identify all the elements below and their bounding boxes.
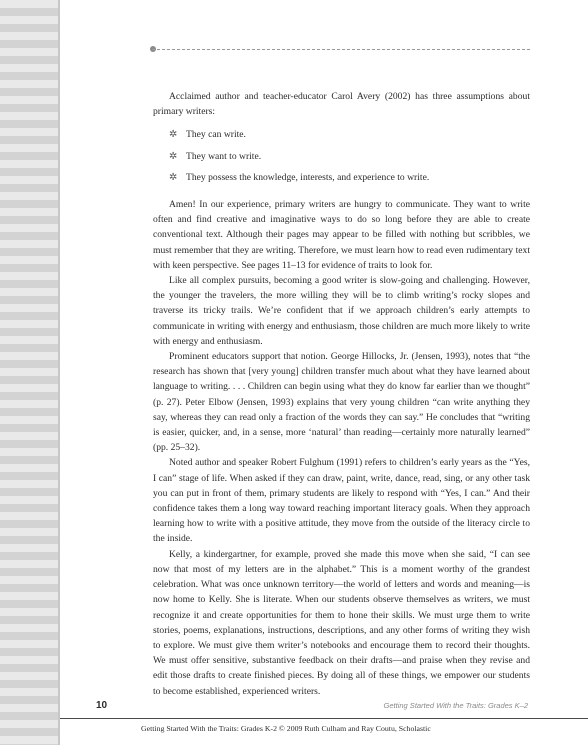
running-head: Getting Started With the Traits: Grades K–2 — [383, 701, 528, 710]
striped-margin-decoration — [0, 0, 58, 745]
list-item — [153, 127, 530, 142]
copyright-footer: Getting Started With the Traits: Grades K-2 © 2009 Ruth Culham and Ray Coutu, Scholastic — [141, 724, 431, 733]
flower-bullet-icon: ✲ — [169, 171, 178, 183]
list-item-text: They possess the knowledge, interests, and experience to write. — [186, 171, 430, 183]
dashed-header-rule — [152, 49, 530, 50]
paragraph: Kelly, a kindergartner, for example, proved she made this move when she said, “I can see now that most of my letters are in the alphabet.” This is a moment worthy of the grandest celebration. What was once unknown territory—the world of letters and words and meaning—is now home to Kelly. She is literate. When our students observe themselves as writers, we must recognize it and create opportunities for them to hone their skills. We must urge them to write stories, poems, explanations, instructions, descriptions, and any other forms of writing they wish to explore. We must give them writer’s notebooks and encourage them to record their thoughts. We must offer sensitive, substantive feedback on their drafts—and praise when they revise and edit those drafts to create finished pieces. By doing all of these things, we empower our students to become established, experienced writers. — [153, 548, 530, 697]
list-item-text: They can write. — [186, 129, 246, 141]
flower-bullet-icon: ✲ — [169, 150, 178, 162]
body-text — [153, 89, 530, 699]
page-number: 10 — [96, 700, 108, 711]
intro-paragraph: Acclaimed author and teacher-educator Carol Avery (2002) has three assumptions about primary writers: — [153, 91, 530, 118]
paragraph: Amen! In our experience, primary writers are hungry to communicate. They want to write often and find creative and imaginative ways to do so long before they are able to create conventional text. Although their pages may appear to be filled with nothing but scribbles, we must remember that they are writing. Therefore, we must learn how to read even rudimentary text with keen perspective. See pages 11–13 for evidence of traits to look for. — [153, 199, 530, 271]
paragraph: Noted author and speaker Robert Fulghum (1991) refers to children’s early years as the “Yes, I can” stage of life. When asked if they can draw, paint, write, dance, read, sing, or any other task you can put in front of them, primary students are likely to respond with “Yes, I can.” And their confidence takes them a long way toward reaching important literacy goals. When they approach learning how to write with a positive attitude, they move from the outside of the literacy circle to the inside. — [153, 457, 530, 545]
list-item-text: They want to write. — [186, 150, 262, 162]
list-item — [153, 170, 530, 185]
margin-edge-line — [58, 0, 60, 745]
paragraph: Prominent educators support that notion. George Hillocks, Jr. (Jensen, 1993), notes that “the research has shown that [very young] children transfer much about what they have learned about language to writing. . . . Children can begin using what they do know far earlier than we thought” (p. 27). Peter Elbow (Jensen, 1993) explains that very young children “can write anything they say, whereas they can read only a fraction of the words they can say.” He concludes that “writing is easier, quicker, and, in a sense, more ‘natural’ than reading—certainly more naturally learned” (pp. 25–32). — [153, 351, 530, 454]
list-item — [153, 149, 530, 164]
assumptions-list — [153, 127, 530, 185]
footer-rule — [60, 718, 588, 719]
paragraph: Like all complex pursuits, becoming a good writer is slow-going and challenging. However, the younger the travelers, the more willing they will be to climb writing’s rocky slopes and traverse its tricky trails. We’re confident that if we approach children’s early attempts to communicate in writing with energy and enthusiasm, those children are much more likely to write with energy and enthusiasm. — [153, 275, 530, 347]
flower-bullet-icon: ✲ — [169, 129, 178, 141]
